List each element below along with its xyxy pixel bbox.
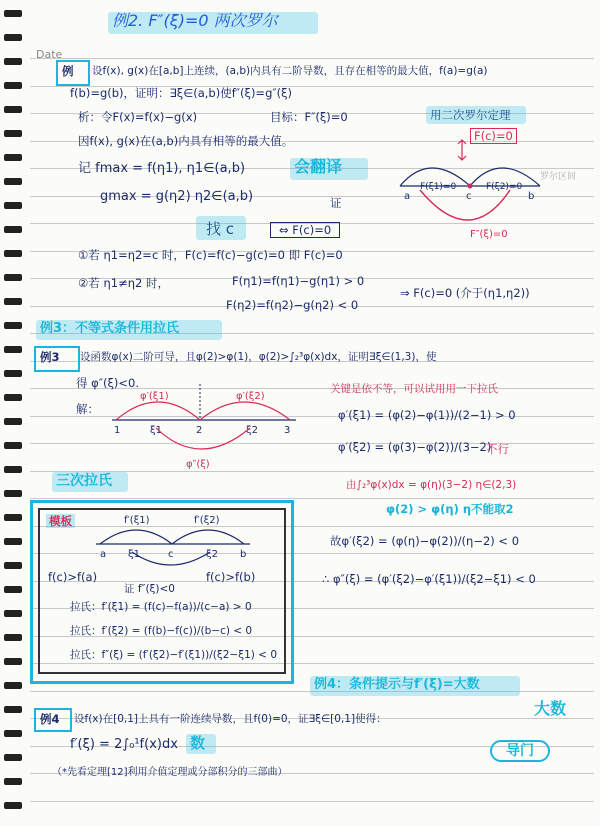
- lagrange-axis-a: a: [100, 549, 107, 560]
- ex2-line1: 设f(x), g(x)在[a,b]上连续，(a,b)内具有二阶导数，且存在相等的最大值，f(a)=g(a): [92, 65, 488, 77]
- ex2-line2: f(b)=g(b)，证明：∃ξ∈(a,b)使f″(ξ)=g″(ξ): [70, 86, 293, 100]
- ex4-heading: 例4：条件提示与f′(ξ)=大数: [314, 677, 480, 692]
- rolle-bottom-arc: [420, 190, 510, 220]
- page-title: 例2. F″(ξ)=0 两次罗尔: [112, 11, 278, 30]
- lagrange-arc-right: [172, 530, 244, 544]
- lagrange-axis-c: c: [168, 549, 174, 560]
- ex4-big: 大数: [534, 699, 567, 718]
- ex2-case2-a: F(η1)=f(η1)−g(η1) > 0: [232, 274, 365, 288]
- sketch-label-a: a: [404, 191, 411, 202]
- ex3-eq3: 故φ′(ξ2) = (φ(η)−φ(2))/(η−2) < 0: [330, 534, 520, 548]
- rolle-arrow: [458, 140, 466, 160]
- ex3-axis-2: 2: [196, 425, 203, 436]
- ex2-case2-result: ⇒ F(c)=0 (介于(η1,η2)): [400, 286, 530, 300]
- rolle-top-arcs: [400, 168, 540, 186]
- ex2-case2-b: F(η2)=f(η2)−g(η2) < 0: [226, 298, 359, 312]
- ex4-circle: 导门: [490, 740, 550, 762]
- lagrange-top-1: f′(ξ1): [124, 515, 150, 526]
- lagrange-axis-b: b: [240, 549, 247, 560]
- ex4-line1: 设f(x)在[0,1]上具有一阶连续导数，且f(0)=0，证∃ξ∈[0,1]使得：: [74, 713, 387, 725]
- lagrange-axis-xi2: ξ2: [206, 549, 218, 560]
- find-c-label: 找 c: [206, 220, 235, 238]
- lagrange-l1: 拉氏：f′(ξ1) = (f(c)−f(a))/(c−a) > 0: [70, 601, 252, 613]
- ex3-red-note: 关键是依不等，可以试用用一下拉氏: [330, 383, 498, 395]
- ex3-axis-xi1: ξ1: [150, 425, 162, 436]
- ex2-zheng: 证: [330, 196, 342, 210]
- lagrange-arc-bottom: [132, 552, 210, 565]
- ex3-axis-3: 3: [284, 425, 291, 436]
- ex3-eq4: ∴ φ″(ξ) = (φ′(ξ2)−φ′(ξ1))/(ξ2−ξ1) < 0: [322, 572, 536, 586]
- ex2-boxed: F(c)=0: [470, 128, 517, 144]
- sketch-label-b: b: [528, 191, 535, 202]
- ex3-arc-bottom: [156, 428, 250, 449]
- lagrange-top-2: f′(ξ2): [194, 515, 220, 526]
- lagrange-heading: 三次拉氏: [56, 473, 112, 489]
- ex3-label: 例3: [40, 350, 60, 364]
- sketch-label-f2: F(ξ2)=0: [486, 182, 523, 192]
- ex3-arc-label-3: φ″(ξ): [186, 459, 210, 470]
- side-note: 罗尔区间: [540, 172, 577, 182]
- ex3-line1: 设函数φ(x)二阶可导，且φ(2)>φ(1)，φ(2)>∫₂³φ(x)dx，证明∃ξ∈(1,3)，使: [80, 351, 437, 363]
- ex3-arc-left: [116, 402, 200, 420]
- ex2-method: 用二次罗尔定理: [430, 108, 511, 122]
- ex2-gmax: gmax = g(η2) η2∈(a,b): [100, 189, 254, 204]
- lagrange-tag: 模板: [46, 514, 75, 528]
- ex2-case2-head: ②若 η1≠η2 时，: [78, 276, 169, 290]
- lagrange-cond-right: f(c)>f(b): [206, 570, 256, 584]
- ex3-heading: 例3：不等式条件用拉氏: [40, 321, 180, 336]
- rolle-point-c: [468, 184, 473, 189]
- ex3-solve: 解：: [76, 402, 99, 416]
- ex3-eq2: φ′(ξ2) = (φ(3)−φ(2))/(3−2): [338, 440, 492, 454]
- ex3-arc-label-2: φ′(ξ2): [236, 391, 265, 402]
- lagrange-arc-left: [100, 530, 172, 544]
- lagrange-cond-left: f(c)>f(a): [48, 570, 98, 584]
- ex3-not-ok: 不行: [486, 442, 509, 456]
- ex4-note: （*先看定理[12]利用介值定理或分部积分的三部曲）: [52, 767, 288, 778]
- lagrange-axis-xi1: ξ1: [128, 549, 140, 560]
- lagrange-prove: 证 f″(ξ)<0: [124, 583, 175, 595]
- ex2-label: 例: [62, 64, 74, 78]
- ex4-label: 例4: [40, 712, 60, 726]
- ex3-integral: 由∫₂³φ(x)dx = φ(η)(3−2) η∈(2,3): [346, 479, 517, 491]
- lagrange-l2: 拉氏：f′(ξ2) = (f(b)−f(c))/(b−c) < 0: [70, 625, 253, 637]
- ex2-reason: 因f(x), g(x)在(a,b)内具有相等的最大值。: [78, 134, 294, 148]
- ex2-sketch-note: 会翻译: [294, 157, 343, 176]
- sketch-label-c: c: [466, 191, 472, 202]
- ex4-mark: 数: [190, 734, 206, 752]
- ex3-blue-conclusion: φ(2) > φ(η) η不能取2: [386, 502, 514, 516]
- ex2-case1: ①若 η1=η2=c 时，F(c)=f(c)−g(c)=0 即 F(c)=0: [78, 248, 343, 262]
- ex4-line2: f′(ξ) = 2∫₀¹f(x)dx: [70, 737, 178, 752]
- find-c-box: ⇔ F(c)=0: [270, 222, 340, 238]
- ex3-arc-label-1: φ′(ξ1): [140, 391, 169, 402]
- ex3-axis-xi2: ξ2: [246, 425, 258, 436]
- lagrange-l3: 拉氏：f″(ξ) = (f′(ξ2)−f′(ξ1))/(ξ2−ξ1) < 0: [70, 649, 278, 661]
- ex3-eq1: φ′(ξ1) = (φ(2)−φ(1))/(2−1) > 0: [338, 408, 516, 422]
- sketch-bottom: F″(ξ)=0: [470, 229, 508, 240]
- date-label: Date: [36, 48, 63, 61]
- ex2-fmax: 记 fmax = f(η1), η1∈(a,b): [78, 161, 246, 176]
- ex3-axis-1: 1: [114, 425, 121, 436]
- sketch-label-f1: F(ξ1)=0: [420, 182, 457, 192]
- ex3-line2: 得 φ″(ξ)<0.: [76, 376, 140, 390]
- ex2-target: 目标：F″(ξ)=0: [270, 110, 348, 124]
- ex3-arc-right: [200, 402, 290, 420]
- ex2-analysis: 析：令F(x)=f(x)−g(x): [78, 110, 198, 124]
